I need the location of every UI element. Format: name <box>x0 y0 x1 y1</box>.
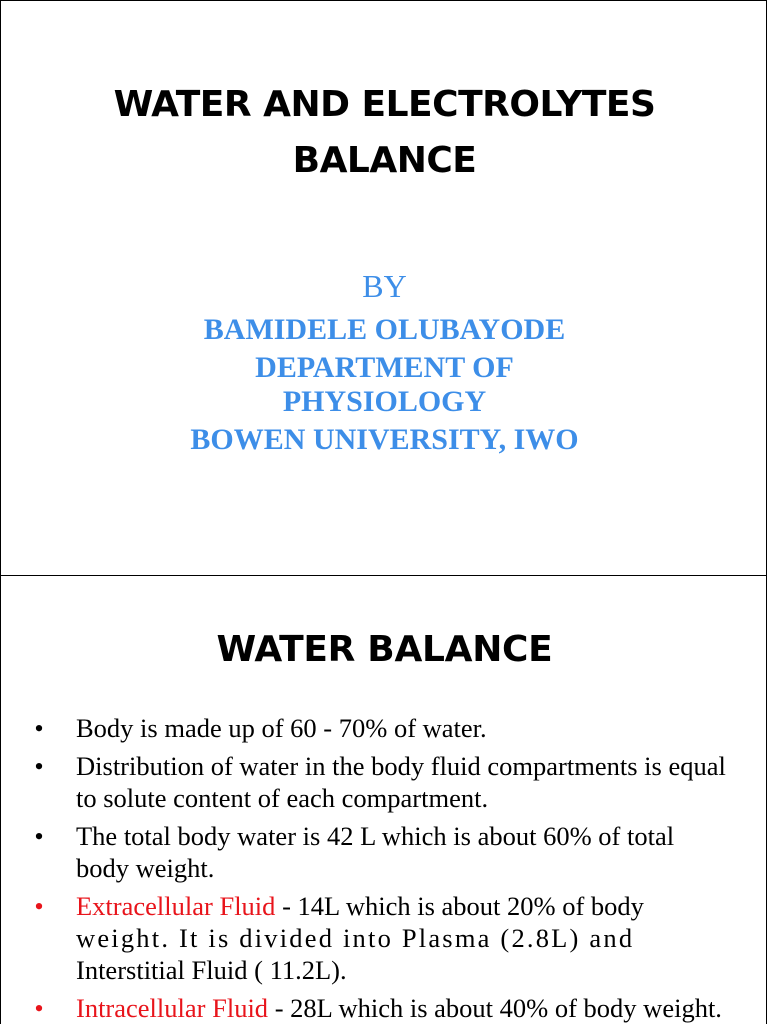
list-item <box>29 890 729 986</box>
term-extracellular-fluid: Extracellular Fluid <box>76 891 276 921</box>
bullet-icon: • <box>34 993 44 1023</box>
slide-title <box>1 77 768 189</box>
bullet-text: - 14L which is about 20% of body <box>275 891 644 921</box>
bullet-icon: • <box>34 751 44 781</box>
bullet-text: The total body water is 42 L which is about 60% of total body weight. <box>76 821 675 883</box>
bullet-text: - 28L which is about 40% of body weight. <box>268 993 722 1023</box>
bullet-text: Body is made up of 60 - 70% of water. <box>76 713 487 743</box>
list-item <box>29 992 729 1024</box>
bullet-icon: • <box>34 713 44 743</box>
bullet-list <box>29 712 729 1024</box>
by-label: BY <box>362 268 407 304</box>
bullet-icon: • <box>34 821 44 851</box>
slide-title: WATER BALANCE <box>216 629 553 670</box>
content-slide <box>0 575 767 1024</box>
term-intracellular-fluid: Intracellular Fluid <box>76 993 269 1023</box>
bullet-text-line: Interstitial Fluid ( 11.2L). <box>76 955 347 985</box>
bullet-icon: • <box>34 891 44 921</box>
list-item <box>29 712 729 744</box>
bullet-text-line: weight. It is divided into Plasma (2.8L) and <box>76 923 635 953</box>
title-line-1: WATER AND ELECTROLYTES <box>113 84 656 125</box>
department-line-1: DEPARTMENT OF <box>255 351 514 384</box>
bullet-text: Distribution of water in the body fluid compartments is equal to solute content of each compartment. <box>76 751 726 813</box>
university-line: BOWEN UNIVERSITY, IWO <box>190 423 579 456</box>
list-item <box>29 820 729 884</box>
author-name: BAMIDELE OLUBAYODE <box>203 313 566 346</box>
author-block <box>1 263 768 457</box>
title-line-2: BALANCE <box>292 140 477 181</box>
department-line-2: PHYSIOLOGY <box>282 385 487 418</box>
list-item <box>29 750 729 814</box>
